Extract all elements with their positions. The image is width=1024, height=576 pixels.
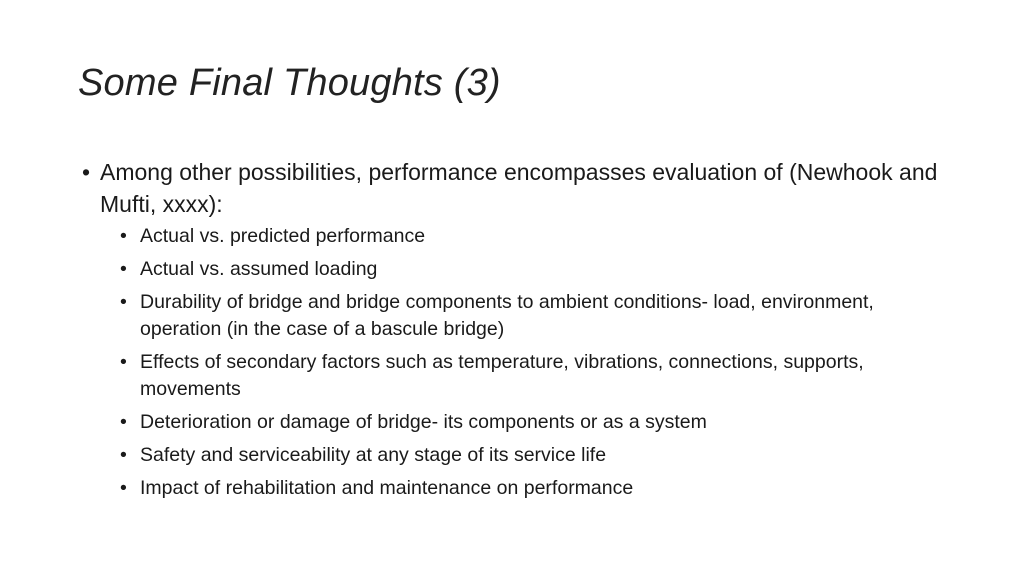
sub-bullet-text: Safety and serviceability at any stage of its service life xyxy=(140,444,607,466)
sub-bullet-item xyxy=(120,256,930,283)
sub-bullet-text: Effects of secondary factors such as temperature, vibrations, connections, supports, movements xyxy=(140,351,864,400)
sub-bullet-item xyxy=(120,409,930,436)
sub-bullet-item xyxy=(120,349,930,403)
sub-bullet-text: Deterioration or damage of bridge- its components or as a system xyxy=(140,411,707,433)
bullet-icon: • xyxy=(120,411,127,433)
bullet-icon: • xyxy=(120,351,127,373)
sub-bullet-item xyxy=(120,442,930,469)
bullet-icon: • xyxy=(120,258,127,280)
slide-title: Some Final Thoughts (3) xyxy=(78,62,501,104)
bullet-icon: • xyxy=(120,225,127,247)
main-bullet-item xyxy=(82,156,942,502)
bullet-icon: • xyxy=(120,477,127,499)
sub-bullet-text: Durability of bridge and bridge components to ambient conditions- load, environment, operation (in the case of a bascule bridge) xyxy=(140,291,874,340)
sub-bullet-list xyxy=(120,223,942,502)
slide-body xyxy=(82,156,942,508)
bullet-icon: • xyxy=(120,444,127,466)
bullet-icon: • xyxy=(120,291,127,313)
sub-bullet-text: Actual vs. assumed loading xyxy=(140,258,378,280)
main-bullet-text: Among other possibilities, performance encompasses evaluation of (Newhook and Mufti, xxxx): xyxy=(100,159,938,217)
sub-bullet-item xyxy=(120,223,930,250)
sub-bullet-text: Impact of rehabilitation and maintenance on performance xyxy=(140,477,634,499)
sub-bullet-item xyxy=(120,475,930,502)
bullet-list xyxy=(82,156,942,502)
sub-bullet-item xyxy=(120,289,930,343)
sub-bullet-text: Actual vs. predicted performance xyxy=(140,225,426,247)
bullet-icon: • xyxy=(82,159,91,185)
